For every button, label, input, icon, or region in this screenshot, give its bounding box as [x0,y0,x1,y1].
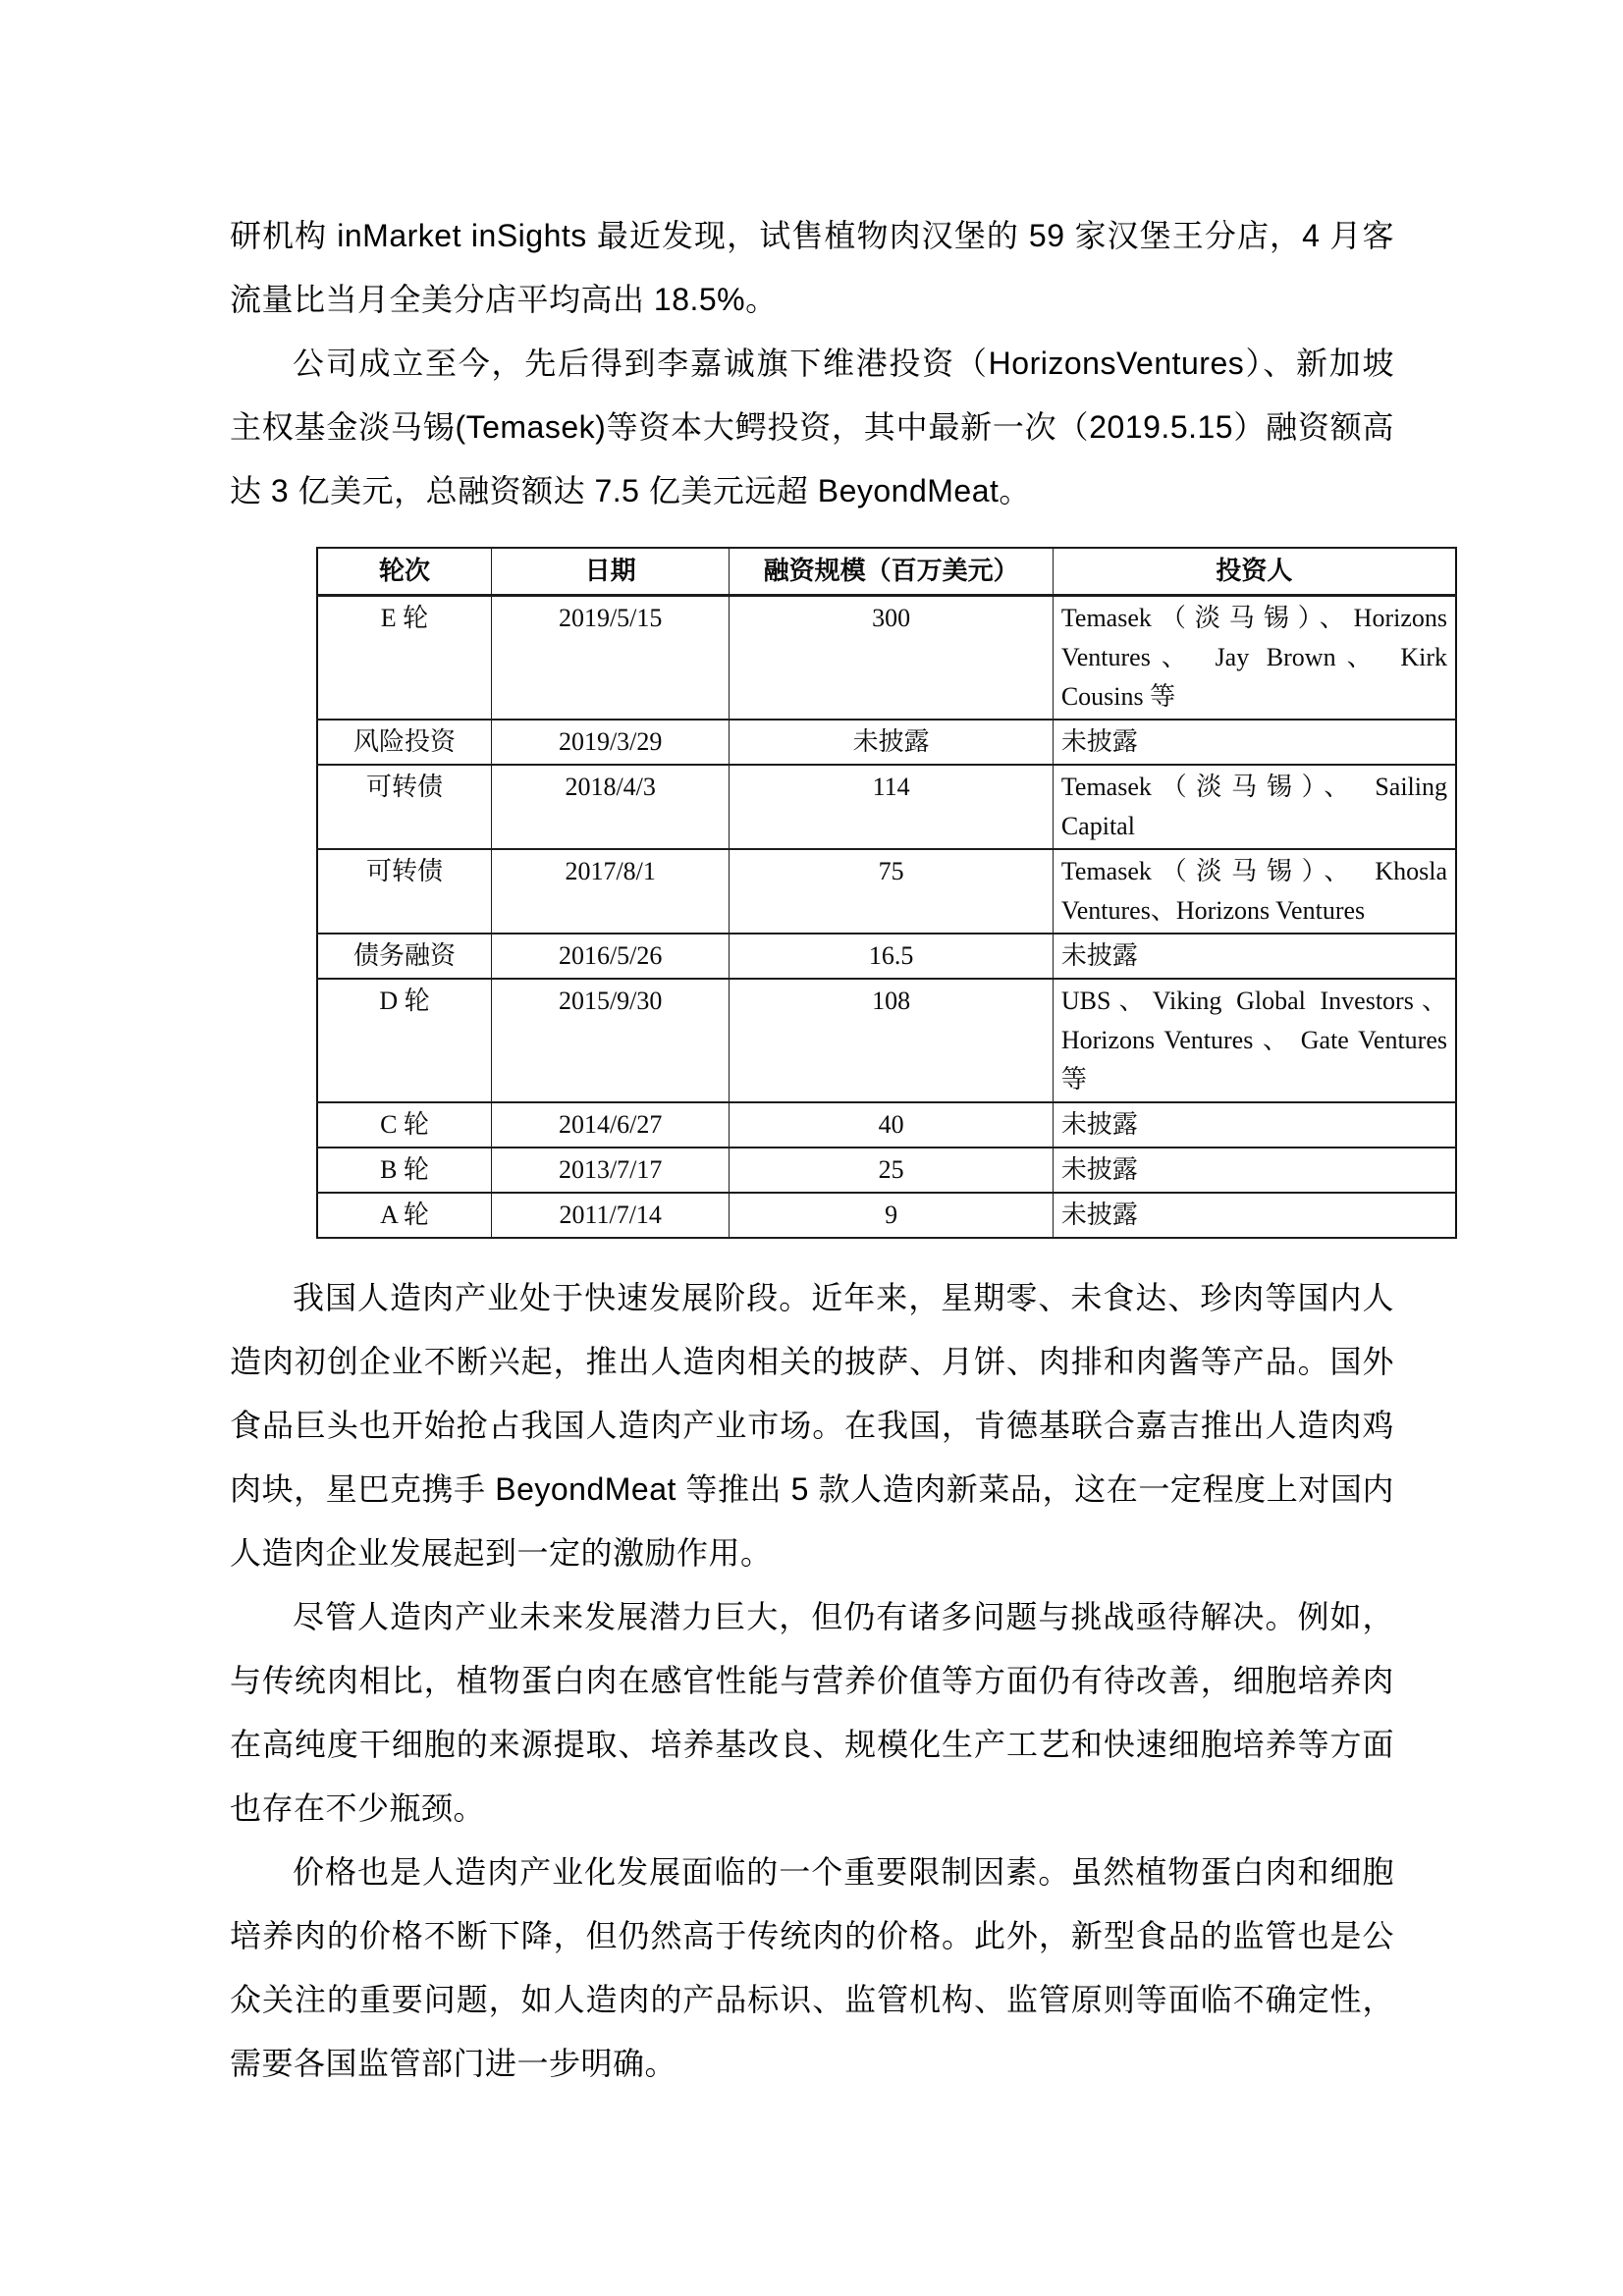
cell-date: 2015/9/30 [491,979,729,1102]
cell-investors: 未披露 [1053,1148,1456,1193]
cell-round: 债务融资 [317,934,491,979]
cell-date: 2013/7/17 [491,1148,729,1193]
cell-amount: 114 [730,765,1053,849]
cell-investors: 未披露 [1053,1193,1456,1238]
cell-round: 可转债 [317,765,491,849]
cell-round: B 轮 [317,1148,491,1193]
cell-investors: 未披露 [1053,720,1456,765]
cell-investors: 未披露 [1053,934,1456,979]
cell-round: 可转债 [317,849,491,934]
cell-date: 2011/7/14 [491,1193,729,1238]
paragraph-china-industry: 我国人造肉产业处于快速发展阶段。近年来，星期零、未食达、珍肉等国内人造肉初创企业不断兴起，推出人造肉相关的披萨、月饼、肉排和肉酱等产品。国外食品巨头也开始抢占我国人造肉产业市场。在我国，肯德基联合嘉吉推出人造肉鸡肉块，星巴克携手 BeyondMeat 等推出 5 款人造肉新菜品，这在一定程度上对国内人造肉企业发展起到一定的激励作用。 [230,1280,1394,1571]
financing-rounds-table-wrap [316,547,1457,1239]
table-header-date: 日期 [491,548,729,596]
paragraph-price-regulation: 价格也是人造肉产业化发展面临的一个重要限制因素。虽然植物蛋白肉和细胞培养肉的价格不断下降，但仍然高于传统肉的价格。此外，新型食品的监管也是公众关注的重要问题，如人造肉的产品标识、监管机构、监管原则等面临不确定性，需要各国监管部门进一步明确。 [230,1854,1394,2081]
table-row [317,1102,1456,1148]
paragraph-burger-king-traffic: 研机构 inMarket inSights 最近发现，试售植物肉汉堡的 59 家汉堡王分店，4 月客流量比当月全美分店平均高出 18.5%。 [230,218,1394,317]
cell-round: E 轮 [317,596,491,721]
cell-investors: Temasek（淡马锡）、 Sailing Capital [1053,765,1456,849]
table-row [317,849,1456,934]
table-row [317,720,1456,765]
table-header-amount: 融资规模（百万美元） [730,548,1053,596]
cell-amount: 75 [730,849,1053,934]
cell-amount: 25 [730,1148,1053,1193]
cell-amount: 9 [730,1193,1053,1238]
table-row [317,979,1456,1102]
table-header-investors: 投资人 [1053,548,1456,596]
cell-date: 2014/6/27 [491,1102,729,1148]
cell-amount: 40 [730,1102,1053,1148]
cell-investors: Temasek（淡马锡）、 Khosla Ventures、Horizons Ventures [1053,849,1456,934]
cell-date: 2016/5/26 [491,934,729,979]
cell-date: 2019/5/15 [491,596,729,721]
financing-rounds-table [316,547,1457,1239]
table-row [317,934,1456,979]
paragraph-company-financing: 公司成立至今，先后得到李嘉诚旗下维港投资（HorizonsVentures）、新加坡主权基金淡马锡(Temasek)等资本大鳄投资，其中最新一次（2019.5.15）融资额高达 3 亿美元，总融资额达 7.5 亿美元远超 BeyondMeat。 [230,346,1394,508]
cell-round: D 轮 [317,979,491,1102]
cell-investors: Temasek（淡马锡）、Horizons Ventures、 Jay Brown、 Kirk Cousins 等 [1053,596,1456,721]
cell-date: 2017/8/1 [491,849,729,934]
cell-amount: 未披露 [730,720,1053,765]
cell-amount: 300 [730,596,1053,721]
cell-round: C 轮 [317,1102,491,1148]
table-row [317,1193,1456,1238]
table-row [317,765,1456,849]
cell-amount: 16.5 [730,934,1053,979]
cell-round: 风险投资 [317,720,491,765]
table-header-row [317,548,1456,596]
cell-round: A 轮 [317,1193,491,1238]
cell-date: 2019/3/29 [491,720,729,765]
table-row [317,596,1456,721]
cell-investors: 未披露 [1053,1102,1456,1148]
table-header-round: 轮次 [317,548,491,596]
table-row [317,1148,1456,1193]
paragraph-challenges: 尽管人造肉产业未来发展潜力巨大，但仍有诸多问题与挑战亟待解决。例如，与传统肉相比，植物蛋白肉在感官性能与营养价值等方面仍有待改善，细胞培养肉在高纯度干细胞的来源提取、培养基改良、规模化生产工艺和快速细胞培养等方面也存在不少瓶颈。 [230,1599,1394,1826]
cell-investors: UBS、Viking Global Investors、Horizons Ventures 、 Gate Ventures 等 [1053,979,1456,1102]
cell-date: 2018/4/3 [491,765,729,849]
cell-amount: 108 [730,979,1053,1102]
